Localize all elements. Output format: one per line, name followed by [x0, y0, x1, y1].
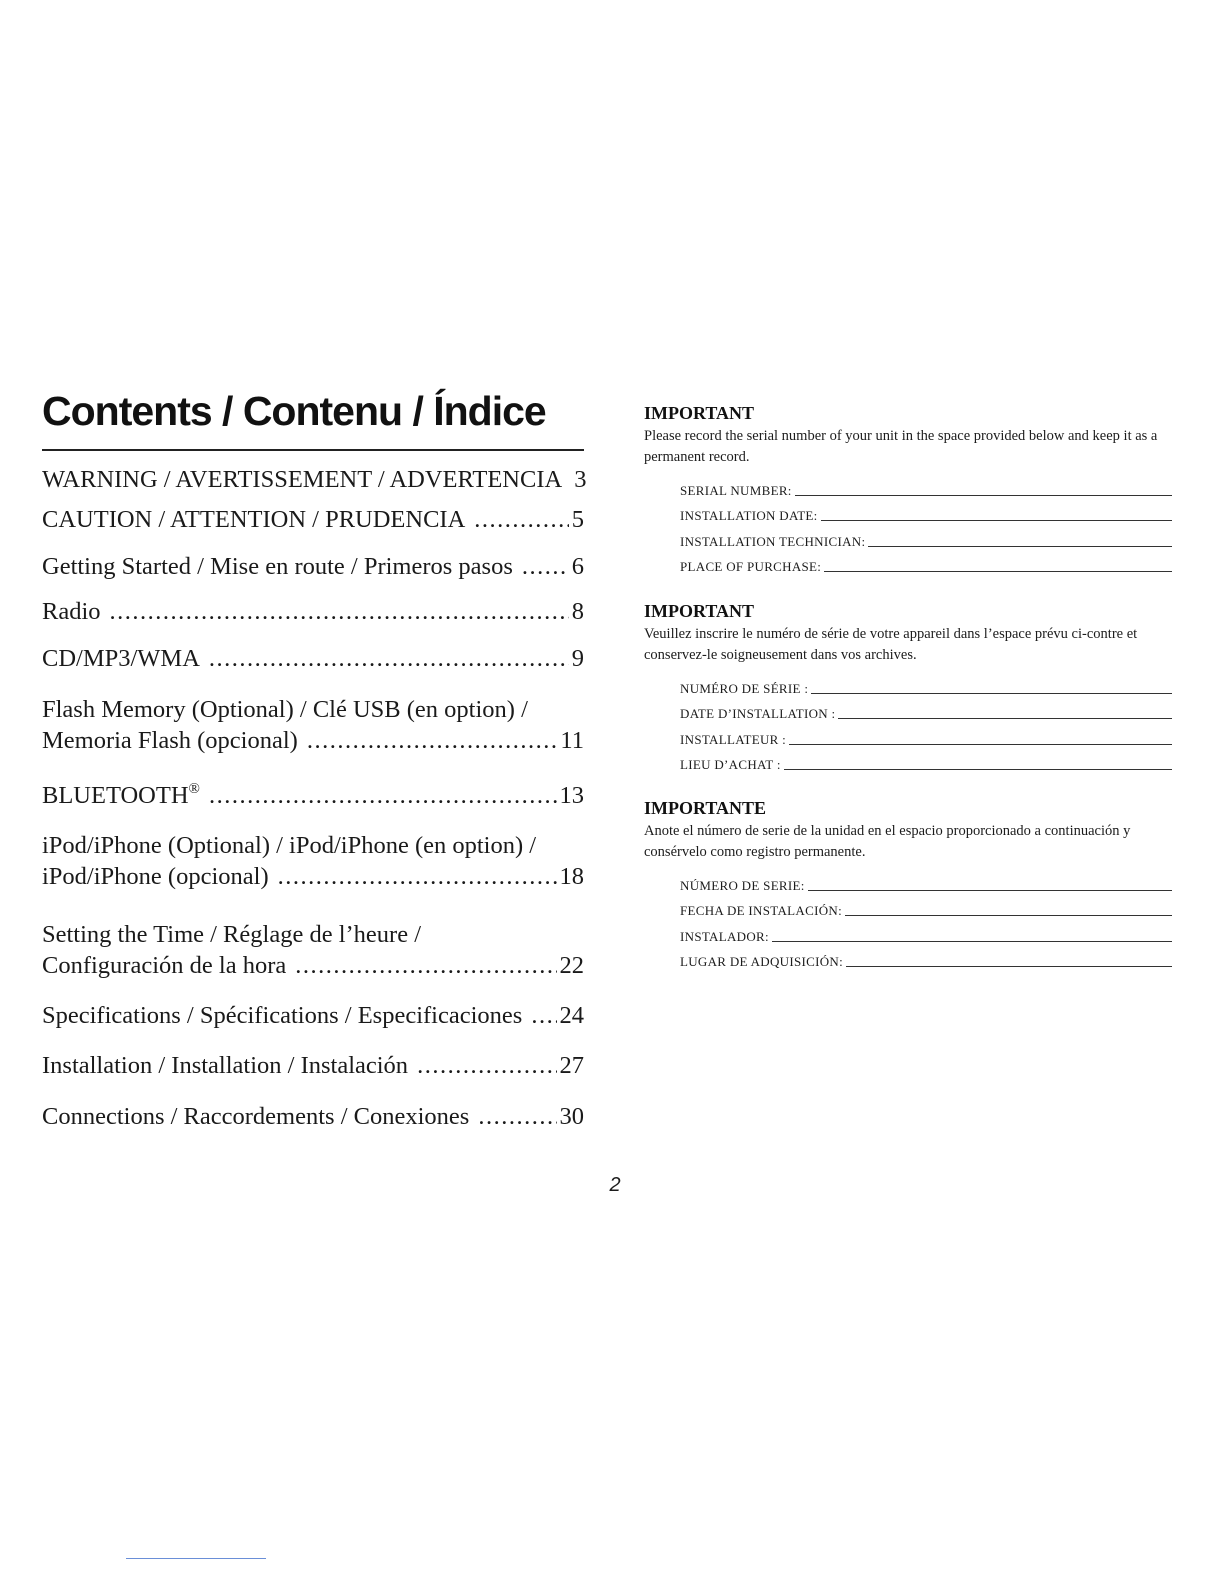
- field-label: SERIAL NUMBER:: [680, 482, 792, 498]
- toc-leader-dots: [474, 504, 568, 535]
- toc-title-rule: [42, 449, 584, 451]
- numero-de-serie-es-field[interactable]: [680, 869, 1172, 895]
- important-spanish: [644, 797, 1172, 971]
- lieu-achat-field[interactable]: [680, 749, 1172, 775]
- important-text: Veuillez inscrire le numéro de série de votre appareil dans l’espace prévu ci-contre et conservez-le soigneusement dans vos archives.: [644, 626, 1138, 663]
- place-of-purchase-field[interactable]: [680, 551, 1172, 577]
- fecha-de-instalacion-field[interactable]: [680, 895, 1172, 921]
- field-label: FECHA DE INSTALACIÓN:: [680, 903, 842, 918]
- important-french: [644, 600, 1172, 774]
- field-label: DATE D’INSTALLATION :: [680, 706, 836, 721]
- field-blank-line: [784, 763, 1172, 770]
- field-blank-line: [772, 935, 1172, 942]
- toc-entry-page: 8: [571, 598, 584, 625]
- toc-entry-label: [42, 780, 200, 811]
- registered-mark: ®: [188, 781, 200, 797]
- important-text: Please record the serial number of your unit in the space provided below and keep it as a permanent record.: [644, 428, 1158, 465]
- toc-leader-dots: [522, 551, 569, 582]
- toc-entry-label: CD/MP3/WMA: [42, 645, 200, 672]
- installation-date-field[interactable]: [680, 500, 1172, 526]
- toc-entry-specifications[interactable]: [42, 1000, 584, 1031]
- important-heading: IMPORTANT: [644, 601, 755, 621]
- important-english: [644, 402, 1172, 576]
- toc-entry-connections[interactable]: [42, 1101, 584, 1132]
- toc-leader-dots: [478, 1101, 556, 1132]
- toc-entry-page: 30: [559, 1103, 584, 1130]
- toc-entry-page: 9: [571, 645, 584, 672]
- toc-entry-label-text: BLUETOOTH: [42, 782, 189, 809]
- date-installation-field[interactable]: [680, 698, 1172, 724]
- instalador-field[interactable]: [680, 920, 1172, 946]
- field-blank-line: [838, 712, 1172, 719]
- toc-entry-radio[interactable]: [42, 596, 584, 627]
- field-blank-line: [808, 884, 1172, 891]
- toc-entry-label: Connections / Raccordements / Conexiones: [42, 1103, 470, 1130]
- toc-entry-label: Installation / Installation / Instalación: [42, 1052, 409, 1079]
- installateur-field[interactable]: [680, 723, 1172, 749]
- toc-entry-label: CAUTION / ATTENTION / PRUDENCIA: [42, 506, 466, 533]
- field-blank-line: [846, 960, 1172, 967]
- toc-leader-dots: [417, 1050, 556, 1081]
- footer-link-underline[interactable]: [126, 1558, 266, 1559]
- toc-entry-page: 6: [571, 553, 584, 580]
- toc-title: Contents / Contenu / Índice: [42, 388, 546, 434]
- field-blank-line: [811, 687, 1172, 694]
- field-label: INSTALLATEUR :: [680, 731, 787, 747]
- toc-entry-label: Specifications / Spécifications / Especificaciones: [42, 1002, 523, 1029]
- toc-entry-bluetooth[interactable]: [42, 780, 584, 811]
- toc-entry-label: WARNING / AVERTISSEMENT / ADVERTENCIA: [42, 466, 563, 493]
- toc-entry-page: 13: [559, 782, 584, 809]
- field-blank-line: [845, 909, 1172, 916]
- toc-entry-label: Configuración de la hora: [42, 952, 287, 979]
- toc-leader-dots: [295, 950, 556, 981]
- toc-entry-label: iPod/iPhone (opcional): [42, 863, 269, 890]
- toc-entry-line1: iPod/iPhone (Optional) / iPod/iPhone (en option) /: [42, 832, 537, 859]
- toc-leader-dots: [110, 596, 569, 627]
- toc-entry-line1: Setting the Time / Réglage de l’heure /: [42, 921, 422, 948]
- toc-entry-page: 3: [574, 466, 587, 493]
- numero-de-serie-field[interactable]: [680, 672, 1172, 698]
- toc-entry-getting-started[interactable]: [42, 551, 584, 582]
- field-blank-line: [824, 565, 1172, 572]
- toc-entry-installation[interactable]: [42, 1050, 584, 1081]
- important-text: Anote el número de serie de la unidad en el espacio proporcionado a continuación y consérvelo como registro permanente.: [644, 823, 1131, 860]
- toc-entry-setting-time[interactable]: [42, 919, 584, 981]
- field-blank-line: [868, 540, 1172, 547]
- field-label: INSTALADOR:: [680, 928, 769, 944]
- installation-technician-field[interactable]: [680, 525, 1172, 551]
- toc-entry-ipod-iphone[interactable]: [42, 830, 584, 892]
- field-label: NÚMERO DE SERIE:: [680, 877, 805, 893]
- toc-entry-label: Getting Started / Mise en route / Primeros pasos: [42, 553, 513, 580]
- toc-entry-caution[interactable]: [42, 504, 584, 535]
- toc-leader-dots: [278, 861, 557, 892]
- toc-entry-page: 24: [559, 1002, 584, 1029]
- field-label: PLACE OF PURCHASE:: [680, 559, 822, 574]
- toc-entry-page: 18: [559, 863, 584, 890]
- field-blank-line: [795, 489, 1172, 496]
- field-blank-line: [789, 738, 1172, 745]
- toc-leader-dots: [209, 780, 557, 811]
- toc-entry-line1: Flash Memory (Optional) / Clé USB (en option) /: [42, 696, 528, 723]
- toc-entry-label: Memoria Flash (opcional): [42, 727, 298, 754]
- toc-leader-dots: [307, 725, 558, 756]
- toc-entry-flash-memory[interactable]: [42, 694, 584, 756]
- toc-entry-page: 27: [559, 1052, 584, 1079]
- field-label: LUGAR DE ADQUISICIÓN:: [680, 954, 844, 969]
- toc-entry-cd-mp3-wma[interactable]: [42, 643, 584, 674]
- field-label: NUMÉRO DE SÉRIE :: [680, 680, 809, 696]
- important-heading: IMPORTANT: [644, 403, 755, 423]
- toc-entry-label: Radio: [42, 598, 101, 625]
- serial-number-field[interactable]: [680, 474, 1172, 500]
- field-label: LIEU D’ACHAT :: [680, 757, 781, 772]
- toc-entry-warning[interactable]: [42, 464, 587, 495]
- field-label: INSTALLATION DATE:: [680, 508, 818, 523]
- toc-leader-dots: [209, 643, 569, 674]
- field-label: INSTALLATION TECHNICIAN:: [680, 533, 866, 549]
- toc-entry-page: 22: [559, 952, 584, 979]
- important-heading: IMPORTANTE: [644, 798, 767, 818]
- toc-leader-dots: [531, 1000, 556, 1031]
- page-number: 2: [609, 1174, 621, 1196]
- toc-entry-page: 11: [560, 727, 584, 754]
- toc-entry-page: 5: [571, 506, 584, 533]
- field-blank-line: [821, 514, 1172, 521]
- lugar-de-adquisicion-field[interactable]: [680, 946, 1172, 972]
